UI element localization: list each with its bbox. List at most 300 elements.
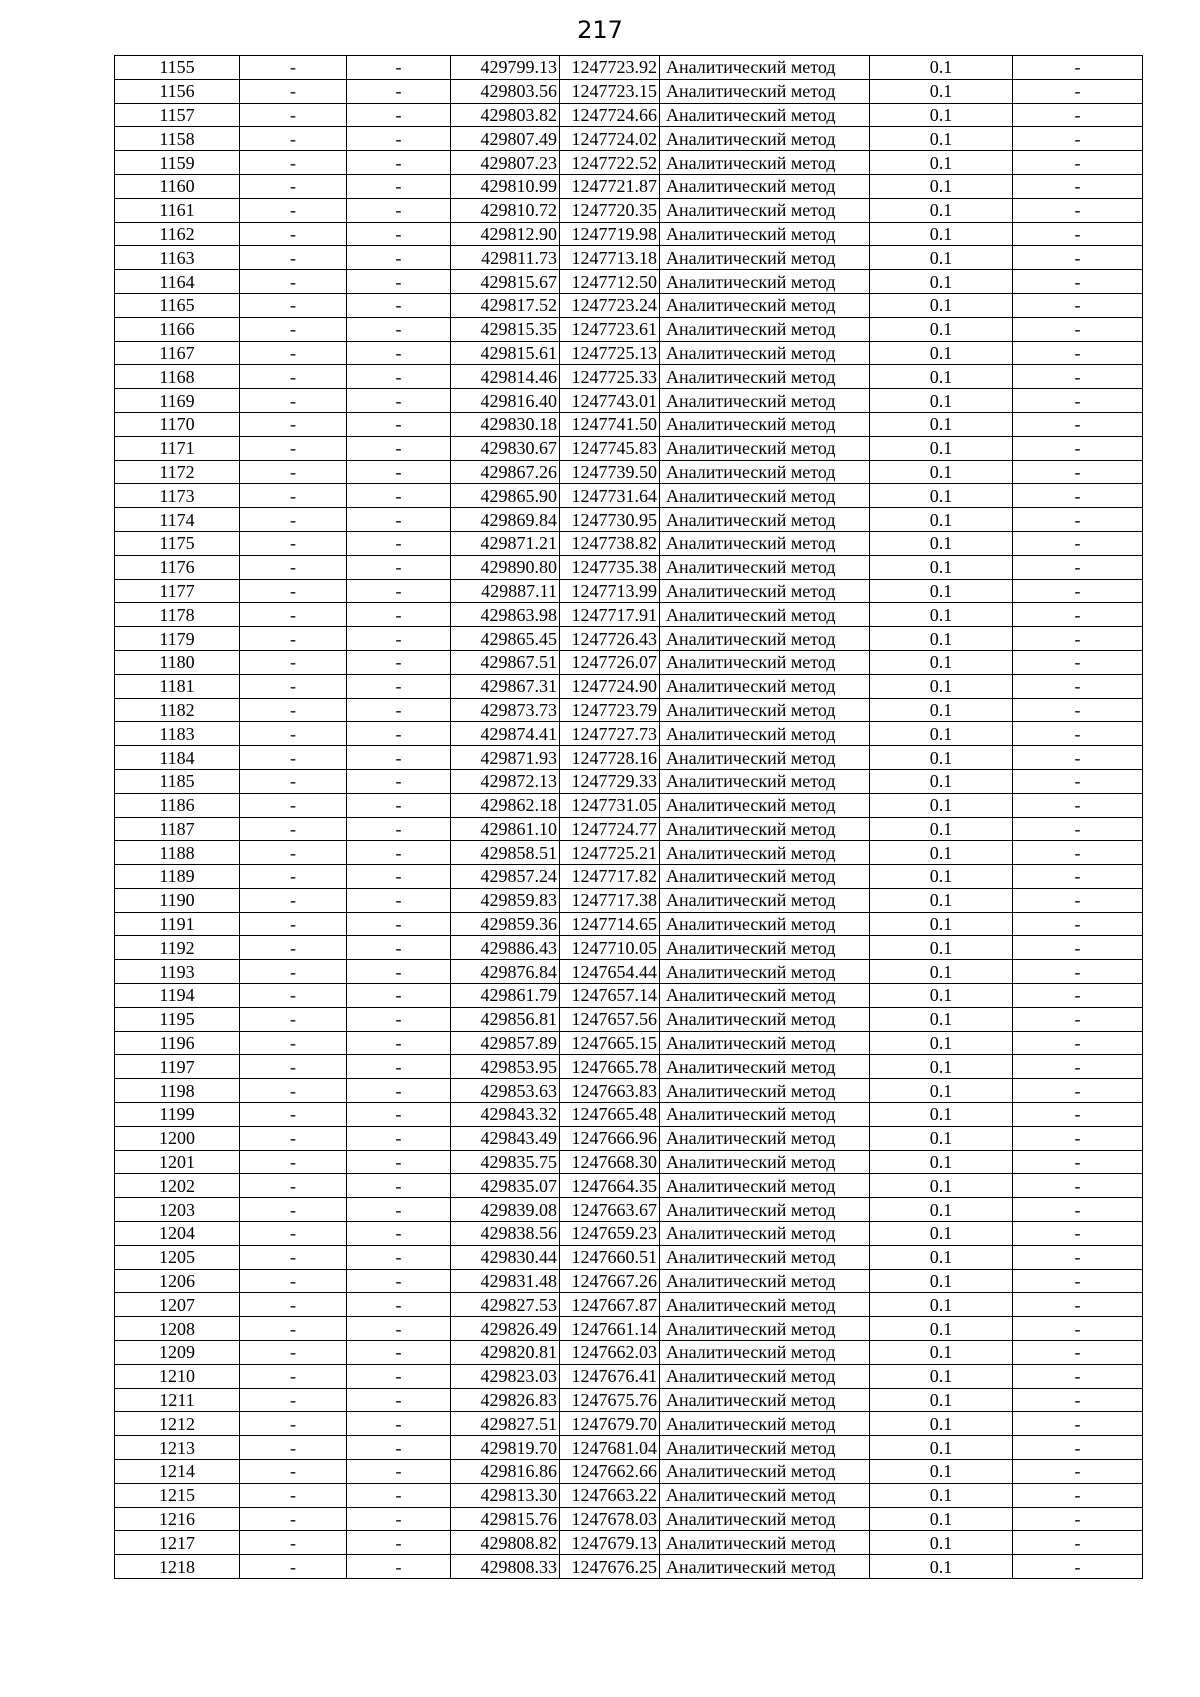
y-coordinate-cell: 1247668.30 xyxy=(560,1150,660,1174)
x-coordinate-cell: 429808.82 xyxy=(451,1531,560,1555)
point-number-cell: 1191 xyxy=(115,912,240,936)
method-cell: Аналитический метод xyxy=(660,1103,870,1127)
coordinates-table xyxy=(114,55,1143,1579)
method-cell: Аналитический метод xyxy=(660,56,870,80)
y-coordinate-cell: 1247679.70 xyxy=(560,1412,660,1436)
empty-cell-2: - xyxy=(347,1079,451,1103)
x-coordinate-cell: 429830.67 xyxy=(451,436,560,460)
x-coordinate-cell: 429810.72 xyxy=(451,198,560,222)
empty-cell-1: - xyxy=(240,1055,347,1079)
table-row xyxy=(115,1483,1143,1507)
accuracy-cell: 0.1 xyxy=(870,674,1013,698)
accuracy-cell: 0.1 xyxy=(870,1388,1013,1412)
table-row xyxy=(115,1293,1143,1317)
table-row xyxy=(115,436,1143,460)
point-number-cell: 1171 xyxy=(115,436,240,460)
method-cell: Аналитический метод xyxy=(660,151,870,175)
method-cell: Аналитический метод xyxy=(660,1245,870,1269)
method-cell: Аналитический метод xyxy=(660,698,870,722)
table-row xyxy=(115,127,1143,151)
accuracy-cell: 0.1 xyxy=(870,151,1013,175)
description-cell: - xyxy=(1013,1412,1143,1436)
y-coordinate-cell: 1247727.73 xyxy=(560,722,660,746)
accuracy-cell: 0.1 xyxy=(870,1103,1013,1127)
accuracy-cell: 0.1 xyxy=(870,1174,1013,1198)
description-cell: - xyxy=(1013,1055,1143,1079)
empty-cell-2: - xyxy=(347,650,451,674)
y-coordinate-cell: 1247724.02 xyxy=(560,127,660,151)
accuracy-cell: 0.1 xyxy=(870,746,1013,770)
table-row xyxy=(115,912,1143,936)
table-row xyxy=(115,79,1143,103)
method-cell: Аналитический метод xyxy=(660,365,870,389)
empty-cell-2: - xyxy=(347,1388,451,1412)
empty-cell-2: - xyxy=(347,293,451,317)
y-coordinate-cell: 1247723.61 xyxy=(560,317,660,341)
y-coordinate-cell: 1247681.04 xyxy=(560,1436,660,1460)
y-coordinate-cell: 1247717.91 xyxy=(560,603,660,627)
x-coordinate-cell: 429862.18 xyxy=(451,793,560,817)
description-cell: - xyxy=(1013,151,1143,175)
y-coordinate-cell: 1247723.92 xyxy=(560,56,660,80)
x-coordinate-cell: 429869.84 xyxy=(451,508,560,532)
empty-cell-2: - xyxy=(347,841,451,865)
empty-cell-1: - xyxy=(240,1222,347,1246)
point-number-cell: 1194 xyxy=(115,984,240,1008)
point-number-cell: 1176 xyxy=(115,555,240,579)
table-row xyxy=(115,293,1143,317)
method-cell: Аналитический метод xyxy=(660,341,870,365)
empty-cell-1: - xyxy=(240,1507,347,1531)
empty-cell-2: - xyxy=(347,1007,451,1031)
empty-cell-1: - xyxy=(240,1150,347,1174)
point-number-cell: 1179 xyxy=(115,627,240,651)
point-number-cell: 1210 xyxy=(115,1364,240,1388)
empty-cell-1: - xyxy=(240,1103,347,1127)
empty-cell-1: - xyxy=(240,1364,347,1388)
point-number-cell: 1208 xyxy=(115,1317,240,1341)
accuracy-cell: 0.1 xyxy=(870,1293,1013,1317)
y-coordinate-cell: 1247663.83 xyxy=(560,1079,660,1103)
method-cell: Аналитический метод xyxy=(660,270,870,294)
point-number-cell: 1193 xyxy=(115,960,240,984)
description-cell: - xyxy=(1013,1388,1143,1412)
point-number-cell: 1159 xyxy=(115,151,240,175)
point-number-cell: 1161 xyxy=(115,198,240,222)
point-number-cell: 1199 xyxy=(115,1103,240,1127)
empty-cell-2: - xyxy=(347,151,451,175)
y-coordinate-cell: 1247662.66 xyxy=(560,1460,660,1484)
empty-cell-1: - xyxy=(240,174,347,198)
empty-cell-1: - xyxy=(240,365,347,389)
table-row xyxy=(115,627,1143,651)
empty-cell-2: - xyxy=(347,103,451,127)
description-cell: - xyxy=(1013,103,1143,127)
method-cell: Аналитический метод xyxy=(660,793,870,817)
method-cell: Аналитический метод xyxy=(660,127,870,151)
accuracy-cell: 0.1 xyxy=(870,1531,1013,1555)
point-number-cell: 1215 xyxy=(115,1483,240,1507)
table-row xyxy=(115,317,1143,341)
empty-cell-1: - xyxy=(240,1531,347,1555)
accuracy-cell: 0.1 xyxy=(870,1436,1013,1460)
y-coordinate-cell: 1247723.24 xyxy=(560,293,660,317)
description-cell: - xyxy=(1013,174,1143,198)
method-cell: Аналитический метод xyxy=(660,1222,870,1246)
y-coordinate-cell: 1247667.26 xyxy=(560,1269,660,1293)
empty-cell-1: - xyxy=(240,1293,347,1317)
y-coordinate-cell: 1247661.14 xyxy=(560,1317,660,1341)
y-coordinate-cell: 1247713.18 xyxy=(560,246,660,270)
table-body xyxy=(115,56,1143,1579)
y-coordinate-cell: 1247713.99 xyxy=(560,579,660,603)
y-coordinate-cell: 1247665.78 xyxy=(560,1055,660,1079)
y-coordinate-cell: 1247657.14 xyxy=(560,984,660,1008)
empty-cell-2: - xyxy=(347,56,451,80)
description-cell: - xyxy=(1013,698,1143,722)
method-cell: Аналитический метод xyxy=(660,960,870,984)
description-cell: - xyxy=(1013,1245,1143,1269)
description-cell: - xyxy=(1013,270,1143,294)
point-number-cell: 1184 xyxy=(115,746,240,770)
point-number-cell: 1214 xyxy=(115,1460,240,1484)
y-coordinate-cell: 1247725.21 xyxy=(560,841,660,865)
method-cell: Аналитический метод xyxy=(660,841,870,865)
description-cell: - xyxy=(1013,365,1143,389)
x-coordinate-cell: 429838.56 xyxy=(451,1222,560,1246)
y-coordinate-cell: 1247667.87 xyxy=(560,1293,660,1317)
table-row xyxy=(115,1436,1143,1460)
x-coordinate-cell: 429871.93 xyxy=(451,746,560,770)
accuracy-cell: 0.1 xyxy=(870,579,1013,603)
y-coordinate-cell: 1247743.01 xyxy=(560,389,660,413)
empty-cell-2: - xyxy=(347,365,451,389)
description-cell: - xyxy=(1013,127,1143,151)
description-cell: - xyxy=(1013,1317,1143,1341)
method-cell: Аналитический метод xyxy=(660,555,870,579)
empty-cell-2: - xyxy=(347,412,451,436)
empty-cell-1: - xyxy=(240,1388,347,1412)
y-coordinate-cell: 1247664.35 xyxy=(560,1174,660,1198)
x-coordinate-cell: 429815.61 xyxy=(451,341,560,365)
table-row xyxy=(115,1079,1143,1103)
method-cell: Аналитический метод xyxy=(660,1079,870,1103)
accuracy-cell: 0.1 xyxy=(870,103,1013,127)
empty-cell-1: - xyxy=(240,1412,347,1436)
description-cell: - xyxy=(1013,650,1143,674)
accuracy-cell: 0.1 xyxy=(870,1460,1013,1484)
method-cell: Аналитический метод xyxy=(660,1150,870,1174)
table-row xyxy=(115,365,1143,389)
empty-cell-1: - xyxy=(240,293,347,317)
x-coordinate-cell: 429827.51 xyxy=(451,1412,560,1436)
y-coordinate-cell: 1247738.82 xyxy=(560,531,660,555)
description-cell: - xyxy=(1013,389,1143,413)
description-cell: - xyxy=(1013,1507,1143,1531)
accuracy-cell: 0.1 xyxy=(870,460,1013,484)
point-number-cell: 1198 xyxy=(115,1079,240,1103)
method-cell: Аналитический метод xyxy=(660,1412,870,1436)
x-coordinate-cell: 429876.84 xyxy=(451,960,560,984)
description-cell: - xyxy=(1013,1483,1143,1507)
table-row xyxy=(115,1031,1143,1055)
accuracy-cell: 0.1 xyxy=(870,174,1013,198)
empty-cell-2: - xyxy=(347,270,451,294)
accuracy-cell: 0.1 xyxy=(870,127,1013,151)
accuracy-cell: 0.1 xyxy=(870,222,1013,246)
point-number-cell: 1204 xyxy=(115,1222,240,1246)
method-cell: Аналитический метод xyxy=(660,1531,870,1555)
method-cell: Аналитический метод xyxy=(660,1007,870,1031)
table-row xyxy=(115,460,1143,484)
description-cell: - xyxy=(1013,222,1143,246)
table-row xyxy=(115,603,1143,627)
empty-cell-1: - xyxy=(240,127,347,151)
empty-cell-1: - xyxy=(240,484,347,508)
table-row xyxy=(115,56,1143,80)
x-coordinate-cell: 429835.07 xyxy=(451,1174,560,1198)
point-number-cell: 1156 xyxy=(115,79,240,103)
method-cell: Аналитический метод xyxy=(660,579,870,603)
empty-cell-2: - xyxy=(347,1341,451,1365)
empty-cell-2: - xyxy=(347,793,451,817)
x-coordinate-cell: 429808.33 xyxy=(451,1555,560,1579)
y-coordinate-cell: 1247665.15 xyxy=(560,1031,660,1055)
x-coordinate-cell: 429839.08 xyxy=(451,1198,560,1222)
method-cell: Аналитический метод xyxy=(660,79,870,103)
method-cell: Аналитический метод xyxy=(660,484,870,508)
accuracy-cell: 0.1 xyxy=(870,1412,1013,1436)
accuracy-cell: 0.1 xyxy=(870,841,1013,865)
method-cell: Аналитический метод xyxy=(660,984,870,1008)
x-coordinate-cell: 429811.73 xyxy=(451,246,560,270)
method-cell: Аналитический метод xyxy=(660,1460,870,1484)
empty-cell-1: - xyxy=(240,984,347,1008)
description-cell: - xyxy=(1013,817,1143,841)
empty-cell-1: - xyxy=(240,436,347,460)
table-row xyxy=(115,579,1143,603)
empty-cell-1: - xyxy=(240,627,347,651)
accuracy-cell: 0.1 xyxy=(870,1198,1013,1222)
point-number-cell: 1190 xyxy=(115,888,240,912)
accuracy-cell: 0.1 xyxy=(870,698,1013,722)
y-coordinate-cell: 1247665.48 xyxy=(560,1103,660,1127)
table-row xyxy=(115,746,1143,770)
description-cell: - xyxy=(1013,769,1143,793)
empty-cell-2: - xyxy=(347,460,451,484)
empty-cell-1: - xyxy=(240,1126,347,1150)
accuracy-cell: 0.1 xyxy=(870,198,1013,222)
x-coordinate-cell: 429865.90 xyxy=(451,484,560,508)
description-cell: - xyxy=(1013,484,1143,508)
accuracy-cell: 0.1 xyxy=(870,1007,1013,1031)
table-row xyxy=(115,1531,1143,1555)
empty-cell-1: - xyxy=(240,579,347,603)
x-coordinate-cell: 429807.23 xyxy=(451,151,560,175)
description-cell: - xyxy=(1013,1079,1143,1103)
table-row xyxy=(115,1222,1143,1246)
empty-cell-2: - xyxy=(347,1293,451,1317)
accuracy-cell: 0.1 xyxy=(870,1079,1013,1103)
method-cell: Аналитический метод xyxy=(660,317,870,341)
empty-cell-1: - xyxy=(240,151,347,175)
description-cell: - xyxy=(1013,460,1143,484)
description-cell: - xyxy=(1013,912,1143,936)
point-number-cell: 1163 xyxy=(115,246,240,270)
y-coordinate-cell: 1247666.96 xyxy=(560,1126,660,1150)
y-coordinate-cell: 1247728.16 xyxy=(560,746,660,770)
y-coordinate-cell: 1247654.44 xyxy=(560,960,660,984)
x-coordinate-cell: 429814.46 xyxy=(451,365,560,389)
empty-cell-2: - xyxy=(347,1198,451,1222)
empty-cell-2: - xyxy=(347,1103,451,1127)
x-coordinate-cell: 429799.13 xyxy=(451,56,560,80)
table-row xyxy=(115,888,1143,912)
y-coordinate-cell: 1247676.41 xyxy=(560,1364,660,1388)
empty-cell-1: - xyxy=(240,960,347,984)
point-number-cell: 1185 xyxy=(115,769,240,793)
point-number-cell: 1209 xyxy=(115,1341,240,1365)
empty-cell-2: - xyxy=(347,984,451,1008)
method-cell: Аналитический метод xyxy=(660,246,870,270)
y-coordinate-cell: 1247675.76 xyxy=(560,1388,660,1412)
y-coordinate-cell: 1247710.05 xyxy=(560,936,660,960)
description-cell: - xyxy=(1013,674,1143,698)
empty-cell-2: - xyxy=(347,888,451,912)
description-cell: - xyxy=(1013,579,1143,603)
table-row xyxy=(115,1341,1143,1365)
table-row xyxy=(115,1150,1143,1174)
x-coordinate-cell: 429874.41 xyxy=(451,722,560,746)
x-coordinate-cell: 429831.48 xyxy=(451,1269,560,1293)
point-number-cell: 1168 xyxy=(115,365,240,389)
table-row xyxy=(115,1364,1143,1388)
accuracy-cell: 0.1 xyxy=(870,793,1013,817)
table-row xyxy=(115,650,1143,674)
point-number-cell: 1188 xyxy=(115,841,240,865)
description-cell: - xyxy=(1013,984,1143,1008)
table-row xyxy=(115,222,1143,246)
empty-cell-2: - xyxy=(347,1222,451,1246)
empty-cell-2: - xyxy=(347,174,451,198)
table-row xyxy=(115,484,1143,508)
accuracy-cell: 0.1 xyxy=(870,531,1013,555)
table-row xyxy=(115,817,1143,841)
description-cell: - xyxy=(1013,841,1143,865)
description-cell: - xyxy=(1013,79,1143,103)
point-number-cell: 1178 xyxy=(115,603,240,627)
empty-cell-1: - xyxy=(240,603,347,627)
empty-cell-2: - xyxy=(347,722,451,746)
method-cell: Аналитический метод xyxy=(660,389,870,413)
accuracy-cell: 0.1 xyxy=(870,412,1013,436)
empty-cell-2: - xyxy=(347,1269,451,1293)
x-coordinate-cell: 429823.03 xyxy=(451,1364,560,1388)
empty-cell-1: - xyxy=(240,912,347,936)
point-number-cell: 1203 xyxy=(115,1198,240,1222)
point-number-cell: 1212 xyxy=(115,1412,240,1436)
y-coordinate-cell: 1247731.64 xyxy=(560,484,660,508)
table-row xyxy=(115,1174,1143,1198)
table-row xyxy=(115,1555,1143,1579)
y-coordinate-cell: 1247724.66 xyxy=(560,103,660,127)
accuracy-cell: 0.1 xyxy=(870,317,1013,341)
description-cell: - xyxy=(1013,508,1143,532)
accuracy-cell: 0.1 xyxy=(870,246,1013,270)
empty-cell-2: - xyxy=(347,1126,451,1150)
table-row xyxy=(115,1126,1143,1150)
method-cell: Аналитический метод xyxy=(660,936,870,960)
x-coordinate-cell: 429803.82 xyxy=(451,103,560,127)
empty-cell-2: - xyxy=(347,1031,451,1055)
method-cell: Аналитический метод xyxy=(660,1388,870,1412)
x-coordinate-cell: 429835.75 xyxy=(451,1150,560,1174)
x-coordinate-cell: 429816.40 xyxy=(451,389,560,413)
y-coordinate-cell: 1247714.65 xyxy=(560,912,660,936)
table-row xyxy=(115,151,1143,175)
y-coordinate-cell: 1247724.90 xyxy=(560,674,660,698)
description-cell: - xyxy=(1013,627,1143,651)
description-cell: - xyxy=(1013,1174,1143,1198)
accuracy-cell: 0.1 xyxy=(870,865,1013,889)
empty-cell-2: - xyxy=(347,579,451,603)
point-number-cell: 1160 xyxy=(115,174,240,198)
table-row xyxy=(115,270,1143,294)
accuracy-cell: 0.1 xyxy=(870,365,1013,389)
table-row xyxy=(115,198,1143,222)
x-coordinate-cell: 429857.89 xyxy=(451,1031,560,1055)
point-number-cell: 1174 xyxy=(115,508,240,532)
x-coordinate-cell: 429815.35 xyxy=(451,317,560,341)
x-coordinate-cell: 429890.80 xyxy=(451,555,560,579)
method-cell: Аналитический метод xyxy=(660,531,870,555)
empty-cell-1: - xyxy=(240,222,347,246)
accuracy-cell: 0.1 xyxy=(870,650,1013,674)
empty-cell-1: - xyxy=(240,1341,347,1365)
method-cell: Аналитический метод xyxy=(660,650,870,674)
point-number-cell: 1182 xyxy=(115,698,240,722)
description-cell: - xyxy=(1013,198,1143,222)
method-cell: Аналитический метод xyxy=(660,912,870,936)
point-number-cell: 1218 xyxy=(115,1555,240,1579)
point-number-cell: 1169 xyxy=(115,389,240,413)
y-coordinate-cell: 1247660.51 xyxy=(560,1245,660,1269)
method-cell: Аналитический метод xyxy=(660,1483,870,1507)
description-cell: - xyxy=(1013,746,1143,770)
table-row xyxy=(115,793,1143,817)
point-number-cell: 1158 xyxy=(115,127,240,151)
empty-cell-2: - xyxy=(347,555,451,579)
empty-cell-2: - xyxy=(347,865,451,889)
table-row xyxy=(115,984,1143,1008)
table-row xyxy=(115,1317,1143,1341)
point-number-cell: 1201 xyxy=(115,1150,240,1174)
empty-cell-1: - xyxy=(240,317,347,341)
x-coordinate-cell: 429859.83 xyxy=(451,888,560,912)
table-row xyxy=(115,1412,1143,1436)
point-number-cell: 1172 xyxy=(115,460,240,484)
empty-cell-1: - xyxy=(240,865,347,889)
accuracy-cell: 0.1 xyxy=(870,79,1013,103)
empty-cell-2: - xyxy=(347,1460,451,1484)
accuracy-cell: 0.1 xyxy=(870,722,1013,746)
empty-cell-1: - xyxy=(240,1245,347,1269)
y-coordinate-cell: 1247679.13 xyxy=(560,1531,660,1555)
accuracy-cell: 0.1 xyxy=(870,270,1013,294)
point-number-cell: 1183 xyxy=(115,722,240,746)
description-cell: - xyxy=(1013,936,1143,960)
empty-cell-1: - xyxy=(240,746,347,770)
